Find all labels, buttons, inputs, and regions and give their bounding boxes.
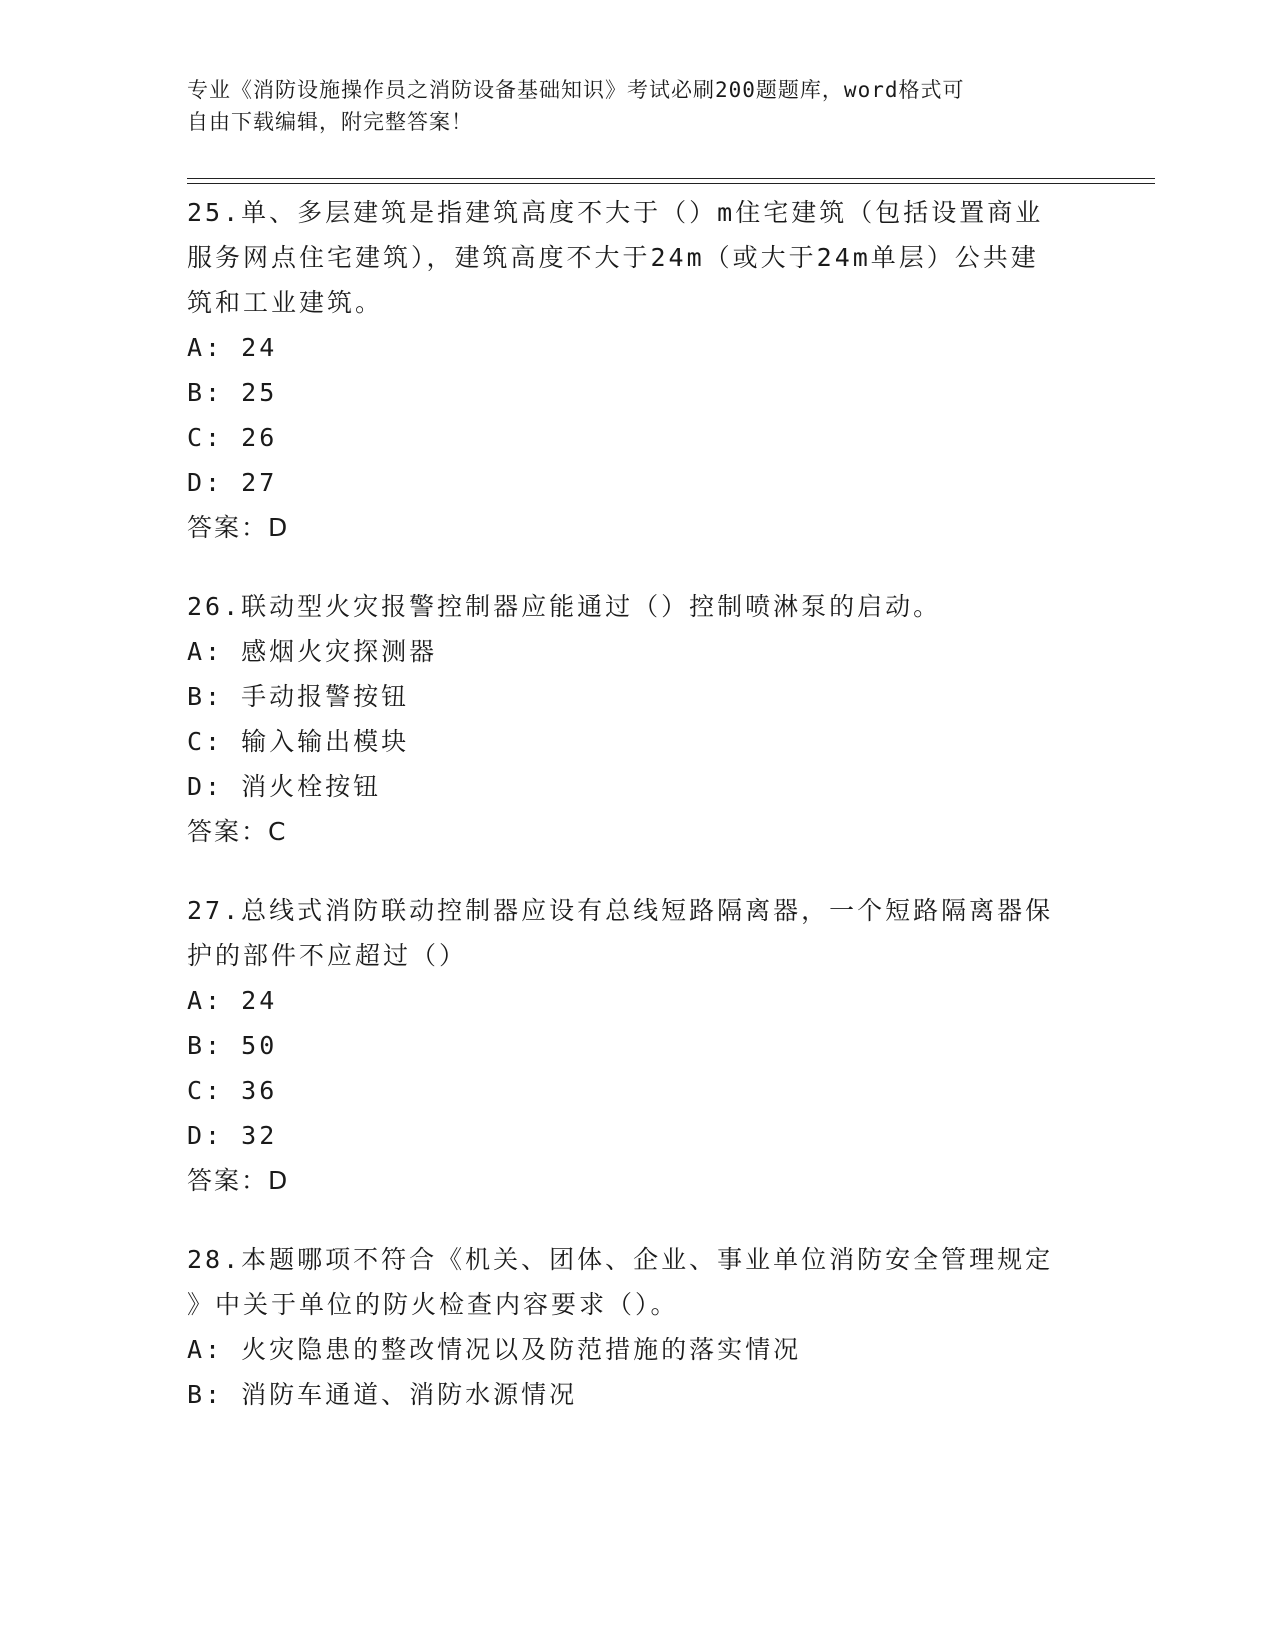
option-c: C: 36 [187, 1076, 278, 1105]
question-28 [187, 1237, 1087, 1417]
option-d: D: 消火栓按钮 [187, 772, 382, 801]
question-text-line: 28.本题哪项不符合《机关、团体、企业、事业单位消防安全管理规定 [187, 1245, 1054, 1274]
option-b: B: 50 [187, 1031, 278, 1060]
question-text-line: 筑和工业建筑。 [187, 288, 384, 317]
question-text-line: 服务网点住宅建筑），建筑高度不大于24m（或大于24m单层）公共建 [187, 243, 1039, 272]
option-d: D: 32 [187, 1121, 278, 1150]
question-26 [187, 584, 1087, 854]
option-a: A: 感烟火灾探测器 [187, 637, 438, 666]
question-text-line: 25.单、多层建筑是指建筑高度不大于（）m住宅建筑（包括设置商业 [187, 198, 1044, 227]
answer-label: 答案：D [187, 513, 290, 542]
answer-label: 答案：D [187, 1166, 290, 1195]
question-text-line: 护的部件不应超过（） [187, 941, 468, 970]
option-d: D: 27 [187, 468, 278, 497]
option-b: B: 25 [187, 378, 278, 407]
header-divider-bottom [187, 183, 1155, 184]
option-a: A: 24 [187, 986, 278, 1015]
header-divider-top [187, 178, 1155, 179]
option-c: C: 26 [187, 423, 278, 452]
document-header [187, 74, 1067, 138]
option-a: A: 24 [187, 333, 278, 362]
header-line-2: 自由下载编辑，附完整答案！ [187, 110, 473, 134]
answer-label: 答案：C [187, 817, 288, 846]
option-b: B: 消防车通道、消防水源情况 [187, 1380, 578, 1409]
question-25 [187, 190, 1087, 550]
header-line-1: 专业《消防设施操作员之消防设备基础知识》考试必刷200题题库，word格式可 [187, 78, 965, 102]
question-text-line: 》中关于单位的防火检查内容要求（）。 [187, 1290, 679, 1319]
option-b: B: 手动报警按钮 [187, 682, 410, 711]
option-c: C: 输入输出模块 [187, 727, 410, 756]
question-27 [187, 888, 1087, 1203]
question-text-line: 27.总线式消防联动控制器应设有总线短路隔离器，一个短路隔离器保 [187, 896, 1054, 925]
option-a: A: 火灾隐患的整改情况以及防范措施的落实情况 [187, 1335, 802, 1364]
question-text-line: 26.联动型火灾报警控制器应能通过（）控制喷淋泵的启动。 [187, 592, 942, 621]
question-list [187, 190, 1087, 1451]
